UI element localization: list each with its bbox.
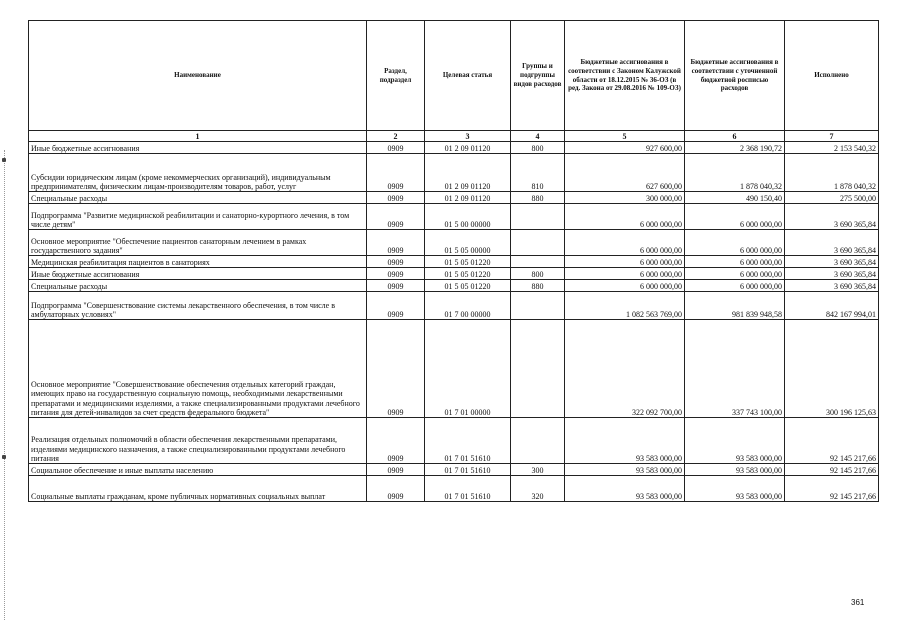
row-target: 01 7 00 00000 <box>425 292 511 320</box>
row-section: 0909 <box>367 464 425 476</box>
row-group: 300 <box>511 464 565 476</box>
table-row <box>29 280 879 292</box>
row-group: 880 <box>511 192 565 204</box>
row-name: Основное мероприятие "Обеспечение пациентов санаторным лечением в рамках государственного задания" <box>29 230 367 256</box>
row-refined: 93 583 000,00 <box>685 464 785 476</box>
row-section: 0909 <box>367 256 425 268</box>
header-target: Целевая статья <box>425 21 511 131</box>
row-section: 0909 <box>367 204 425 230</box>
budget-table <box>28 20 879 502</box>
table-row <box>29 204 879 230</box>
row-target: 01 5 05 00000 <box>425 230 511 256</box>
row-executed: 3 690 365,84 <box>785 256 879 268</box>
row-group <box>511 256 565 268</box>
row-executed: 92 145 217,66 <box>785 476 879 502</box>
row-budget: 93 583 000,00 <box>565 418 685 464</box>
row-section: 0909 <box>367 320 425 418</box>
header-groups: Группы и подгруппы видов расходов <box>511 21 565 131</box>
row-refined: 6 000 000,00 <box>685 204 785 230</box>
row-target: 01 5 05 01220 <box>425 256 511 268</box>
row-executed: 3 690 365,84 <box>785 268 879 280</box>
binding-margin <box>4 150 9 620</box>
row-name: Иные бюджетные ассигнования <box>29 268 367 280</box>
table-row <box>29 230 879 256</box>
row-target: 01 7 01 51610 <box>425 476 511 502</box>
row-budget: 93 583 000,00 <box>565 476 685 502</box>
header-row <box>29 21 879 131</box>
row-name: Основное мероприятие "Совершенствование обеспечения отдельных категорий граждан, имеющих право на государственную социальную помощь, необходимыми лекарственными препаратами и медицинскими изделиями, а также специализированными продуктами лечебного питания для детей-инвалидов за счет средств федерального бюджета" <box>29 320 367 418</box>
table-row <box>29 154 879 192</box>
row-group: 800 <box>511 268 565 280</box>
row-section: 0909 <box>367 192 425 204</box>
table-row <box>29 142 879 154</box>
row-name: Субсидии юридическим лицам (кроме некоммерческих организаций), индивидуальным предпринимателям, физическим лицам-производителям товаров, работ, услуг <box>29 154 367 192</box>
column-number: 1 <box>29 131 367 142</box>
row-refined: 6 000 000,00 <box>685 280 785 292</box>
row-executed: 92 145 217,66 <box>785 464 879 476</box>
row-group: 810 <box>511 154 565 192</box>
row-refined: 981 839 948,58 <box>685 292 785 320</box>
row-group: 320 <box>511 476 565 502</box>
row-budget: 6 000 000,00 <box>565 204 685 230</box>
column-number: 4 <box>511 131 565 142</box>
row-group <box>511 418 565 464</box>
row-group <box>511 230 565 256</box>
row-executed: 1 878 040,32 <box>785 154 879 192</box>
row-executed: 3 690 365,84 <box>785 204 879 230</box>
row-section: 0909 <box>367 142 425 154</box>
row-refined: 490 150,40 <box>685 192 785 204</box>
row-refined: 6 000 000,00 <box>685 268 785 280</box>
row-name: Иные бюджетные ассигнования <box>29 142 367 154</box>
page-number: 361 <box>851 598 865 607</box>
column-number: 7 <box>785 131 879 142</box>
row-target: 01 2 09 01120 <box>425 192 511 204</box>
row-target: 01 2 09 01120 <box>425 154 511 192</box>
row-refined: 6 000 000,00 <box>685 256 785 268</box>
row-name: Медицинская реабилитация пациентов в санаториях <box>29 256 367 268</box>
row-refined: 337 743 100,00 <box>685 320 785 418</box>
row-budget: 6 000 000,00 <box>565 256 685 268</box>
row-executed: 2 153 540,32 <box>785 142 879 154</box>
row-target: 01 7 01 00000 <box>425 320 511 418</box>
row-target: 01 2 09 01120 <box>425 142 511 154</box>
row-refined: 1 878 040,32 <box>685 154 785 192</box>
row-name: Реализация отдельных полномочий в области обеспечения лекарственными препаратами, изделиями медицинского назначения, а также специализированными продуктами лечебного питания <box>29 418 367 464</box>
row-group: 800 <box>511 142 565 154</box>
header-budget-refined: Бюджетные ассигнования в соответствии с уточненной бюджетной росписью расходов <box>685 21 785 131</box>
column-number-row <box>29 131 879 142</box>
column-number: 5 <box>565 131 685 142</box>
row-refined: 6 000 000,00 <box>685 230 785 256</box>
row-section: 0909 <box>367 268 425 280</box>
row-section: 0909 <box>367 292 425 320</box>
row-executed: 92 145 217,66 <box>785 418 879 464</box>
row-budget: 322 092 700,00 <box>565 320 685 418</box>
row-group <box>511 292 565 320</box>
row-budget: 6 000 000,00 <box>565 280 685 292</box>
row-target: 01 7 01 51610 <box>425 464 511 476</box>
table-row <box>29 268 879 280</box>
row-section: 0909 <box>367 154 425 192</box>
row-name: Специальные расходы <box>29 192 367 204</box>
column-number: 6 <box>685 131 785 142</box>
table-row <box>29 464 879 476</box>
row-name: Подпрограмма "Развитие медицинской реабилитации и санаторно-курортного лечения, в том числе детям" <box>29 204 367 230</box>
table-row <box>29 418 879 464</box>
row-group: 880 <box>511 280 565 292</box>
header-name: Наименование <box>29 21 367 131</box>
row-budget: 93 583 000,00 <box>565 464 685 476</box>
row-section: 0909 <box>367 230 425 256</box>
row-section: 0909 <box>367 418 425 464</box>
header-section: Раздел, подраздел <box>367 21 425 131</box>
row-budget: 6 000 000,00 <box>565 230 685 256</box>
row-name: Социальное обеспечение и иные выплаты населению <box>29 464 367 476</box>
row-target: 01 5 05 01220 <box>425 280 511 292</box>
row-budget: 627 600,00 <box>565 154 685 192</box>
row-executed: 3 690 365,84 <box>785 280 879 292</box>
row-refined: 93 583 000,00 <box>685 418 785 464</box>
row-name: Подпрограмма "Совершенствование системы лекарственного обеспечения, в том числе в амбулаторных условиях" <box>29 292 367 320</box>
row-group <box>511 204 565 230</box>
row-target: 01 5 00 00000 <box>425 204 511 230</box>
table-row <box>29 292 879 320</box>
row-budget: 1 082 563 769,00 <box>565 292 685 320</box>
table-row <box>29 192 879 204</box>
column-number: 3 <box>425 131 511 142</box>
row-group <box>511 320 565 418</box>
margin-mark <box>2 455 6 459</box>
row-refined: 93 583 000,00 <box>685 476 785 502</box>
table-row <box>29 256 879 268</box>
header-budget-law: Бюджетные ассигнования в соответствии с Законом Калужской области от 18.12.2015 № 36-ОЗ (в ред. Закона от 29.08.2016 № 109-ОЗ) <box>565 21 685 131</box>
table-row <box>29 320 879 418</box>
table-row <box>29 476 879 502</box>
header-executed: Исполнено <box>785 21 879 131</box>
row-name: Специальные расходы <box>29 280 367 292</box>
column-number: 2 <box>367 131 425 142</box>
row-executed: 300 196 125,63 <box>785 320 879 418</box>
row-target: 01 7 01 51610 <box>425 418 511 464</box>
row-budget: 927 600,00 <box>565 142 685 154</box>
margin-mark <box>2 158 6 162</box>
row-target: 01 5 05 01220 <box>425 268 511 280</box>
row-executed: 3 690 365,84 <box>785 230 879 256</box>
row-budget: 6 000 000,00 <box>565 268 685 280</box>
row-budget: 300 000,00 <box>565 192 685 204</box>
row-name: Социальные выплаты гражданам, кроме публичных нормативных социальных выплат <box>29 476 367 502</box>
row-executed: 842 167 994,01 <box>785 292 879 320</box>
row-section: 0909 <box>367 280 425 292</box>
row-executed: 275 500,00 <box>785 192 879 204</box>
row-section: 0909 <box>367 476 425 502</box>
row-refined: 2 368 190,72 <box>685 142 785 154</box>
